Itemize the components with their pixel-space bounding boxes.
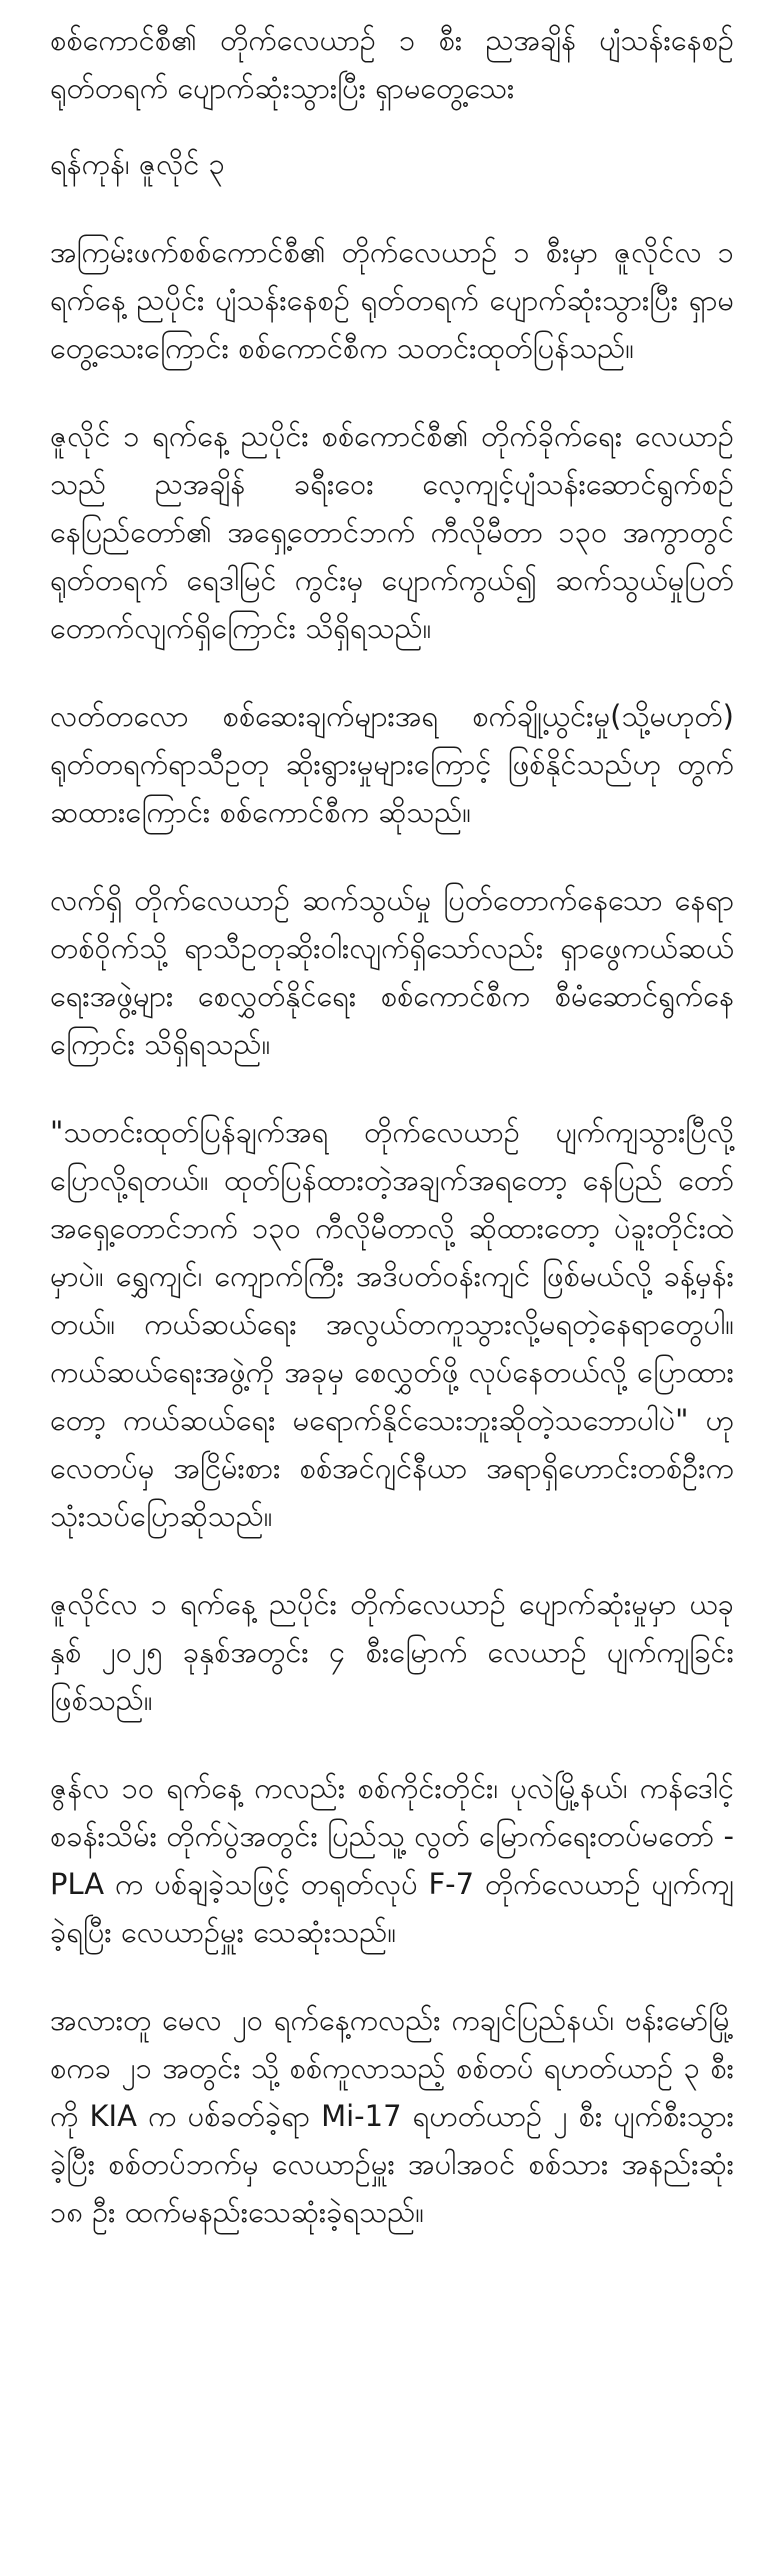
article-paragraph: အလားတူ မေလ ၂၀ ရက်နေ့ကလည်း ကချင်ပြည်နယ်၊ ဗန်းမော်မြို့ စကခ ၂၁ အတွင်း သို့ စစ်ကူလာသည့် စစ်တပ် ရဟတ်ယာဉ် ၃ စီးကို KIA က ပစ်ခတ်ခဲ့ရာ Mi-17 ရဟတ်ယာဉ် ၂ စီး ပျက်စီးသွားခဲ့ပြီး စစ်တပ်ဘက်မှ လေယာဉ်မှူး အပါအဝင် စစ်သား အနည်းဆုံး ၁၈ ဦး ထက်မနည်းသေဆုံးခဲ့ရသည်။ [50, 2003, 734, 2229]
article-paragraph: လက်ရှိ တိုက်လေယာဉ် ဆက်သွယ်မှု ပြတ်တောက်နေသော နေရာတစ်ဝိုက်သို့ ရာသီဥတုဆိုးဝါးလျက်ရှိသော်လည်း ရှာဖွေကယ်ဆယ်ရေးအဖွဲ့များ စေလွှတ်နိုင်ရေး စစ်ကောင်စီက စီမံဆောင်ရွက်နေကြောင်း သိရှိရသည်။ [50, 883, 734, 1061]
article-paragraph: ဇူလိုင်လ ၁ ရက်နေ့ ညပိုင်း တိုက်လေယာဉ် ပျောက်ဆုံးမှုမှာ ယခုနှစ် ၂၀၂၅ ခုနှစ်အတွင်း ၄ စီးမြောက် လေယာဉ် ပျက်ကျခြင်းဖြစ်သည်။ [50, 1587, 734, 1717]
article-paragraph: ဇူလိုင် ၁ ရက်နေ့ ညပိုင်း စစ်ကောင်စီ၏ တိုက်ခိုက်ရေး လေယာဉ်သည် ညအချိန် ခရီးဝေး လေ့ကျင့်ပျံသန်းဆောင်ရွက်စဉ် နေပြည်တော်၏ အရှေ့တောင်ဘက် ကီလိုမီတာ ၁၃၀ အကွာတွင် ရုတ်တရက် ရေဒါမြင် ကွင်းမှ ပျောက်ကွယ်၍ ဆက်သွယ်မှုပြတ်တောက်လျက်ရှိကြောင်း သိရှိရသည်။ [50, 419, 734, 645]
article-paragraph: အကြမ်းဖက်စစ်ကောင်စီ၏ တိုက်လေယာဉ် ၁ စီးမှာ ဇူလိုင်လ ၁ ရက်နေ့ ညပိုင်း ပျံသန်းနေစဉ် ရုတ်တရက် ပျောက်ဆုံးသွားပြီး ရှာမတွေ့သေးကြောင်း စစ်ကောင်စီက သတင်းထုတ်ပြန်သည်။ [50, 235, 734, 365]
article-paragraph: လတ်တလော စစ်ဆေးချက်များအရ စက်ချို့ယွင်းမှု(သို့မဟုတ်) ရုတ်တရက်ရာသီဥတု ဆိုးရွားမှုများကြောင့် ဖြစ်နိုင်သည်ဟု တွက်ဆထားကြောင်း စစ်ကောင်စီက ဆိုသည်။ [50, 699, 734, 829]
article-dateline: ရန်ကုန်၊ ဇူလိုင် ၃ [50, 147, 225, 181]
news-article [50, 16, 734, 2236]
article-headline: စစ်ကောင်စီ၏ တိုက်လေယာဉ် ၁ စီး ညအချိန် ပျံသန်းနေစဉ် ရုတ်တရက် ပျောက်ဆုံးသွားပြီး ရှာမတွေ့သေး [50, 23, 734, 105]
article-quote-paragraph: "သတင်းထုတ်ပြန်ချက်အရ တိုက်လေယာဉ် ပျက်ကျသွားပြီလို့ ပြောလို့ရတယ်။ ထုတ်ပြန်ထားတဲ့အချက်အရတော့ နေပြည် တော် အရှေ့တောင်ဘက် ၁၃၀ ကီလိုမီတာလို့ ဆိုထားတော့ ပဲခူးတိုင်းထဲမှာပဲ။ ရွှေကျင်၊ ကျောက်ကြီး အဒိပတ်ဝန်းကျင် ဖြစ်မယ်လို့ ခန့်မှန်းတယ်။ ကယ်ဆယ်ရေး အလွယ်တကူသွားလို့မရတဲ့နေရာတွေပါ။ ကယ်ဆယ်ရေးအဖွဲ့ကို အခုမှ စေလွှတ်ဖို့ လုပ်နေတယ်လို့ ပြောထားတော့ ကယ်ဆယ်ရေး မရောက်နိုင်သေးဘူးဆိုတဲ့သဘောပါပဲ" ဟု လေတပ်မှ အငြိမ်းစား စစ်အင်ဂျင်နီယာ အရာရှိဟောင်းတစ်ဦးက သုံးသပ်ပြောဆိုသည်။ [50, 1115, 734, 1533]
article-paragraph: ဇွန်လ ၁၀ ရက်နေ့ ကလည်း စစ်ကိုင်းတိုင်း၊ ပုလဲမြို့နယ်၊ ကန်ဒေါင့်စခန်းသိမ်း တိုက်ပွဲအတွင်း ပြည်သူ့ လွတ် မြောက်ရေးတပ်မတော် - PLA က ပစ်ချခဲ့သဖြင့် တရုတ်လုပ် F-7 တိုက်လေယာဉ် ပျက်ကျခဲ့ရပြီး လေယာဉ်မှူး သေဆုံးသည်။ [50, 1771, 734, 1949]
